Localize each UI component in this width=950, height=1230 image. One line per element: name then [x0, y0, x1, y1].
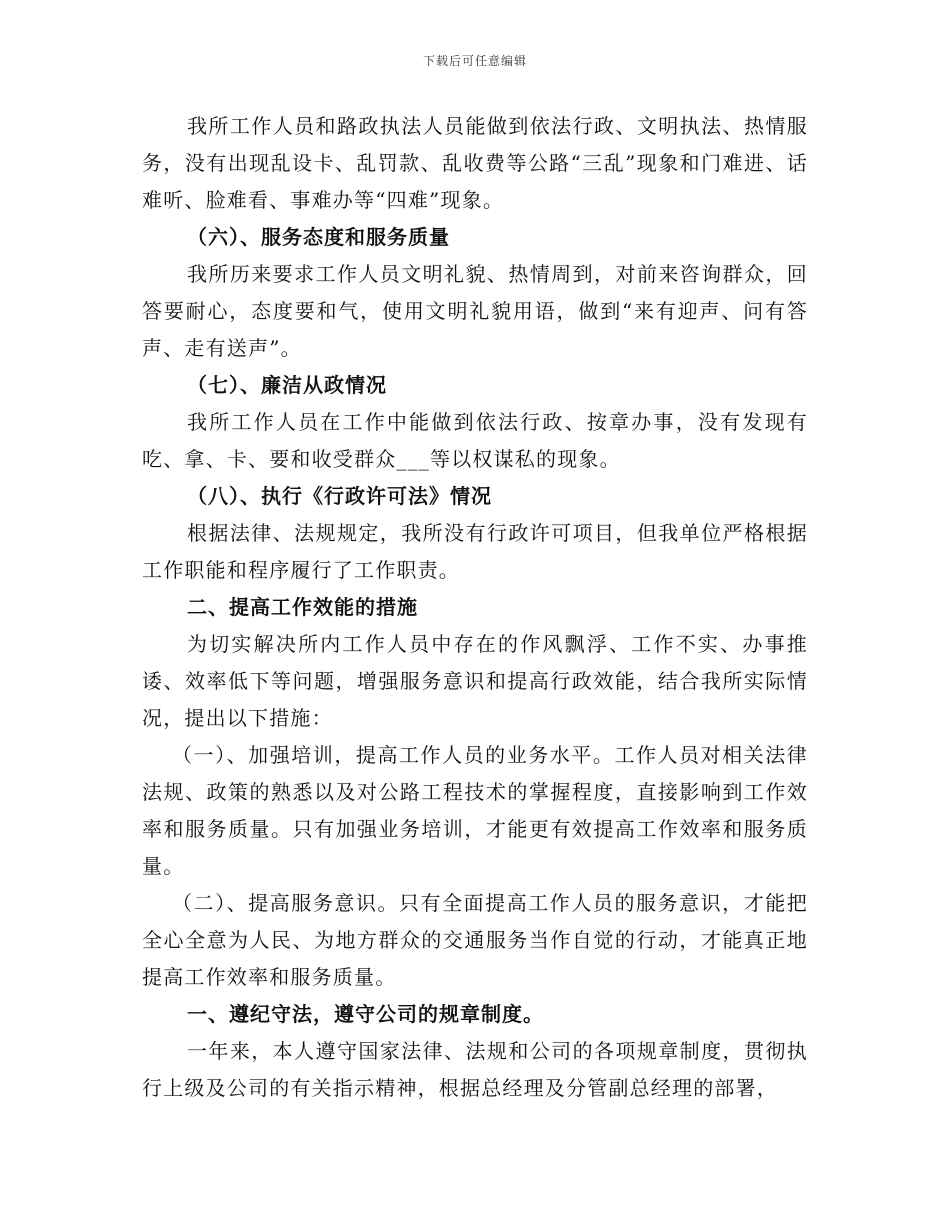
- page-header: 下载后可任意编辑: [422, 54, 527, 68]
- heading-service-attitude: （六）、服务态度和服务质量: [187, 225, 450, 249]
- paragraph-law-compliance: 一年来，本人遵守国家法律、法规和公司的各项规章制度，贯彻执行上级及公司的有关指示精神，根据总经理及分管副总经理的部署，: [142, 1039, 808, 1100]
- paragraph-service-attitude: 我所历来要求工作人员文明礼貌、热情周到，对前来咨询群众，回答要耐心，态度要和气，使用文明礼貌用语，做到“来有迎声、问有答声、走有送声”。: [142, 262, 808, 360]
- paragraph-civil-enforcement: 我所工作人员和路政执法人员能做到依法行政、文明执法、热情服务，没有出现乱设卡、乱罚款、乱收费等公路“三乱”现象和门难进、话难听、脸难看、事难办等“四难”现象。: [142, 114, 808, 212]
- paragraph-service-awareness: （二）、提高服务意识。只有全面提高工作人员的服务意识，才能把全心全意为人民、为地方群众的交通服务当作自觉的行动，才能真正地提高工作效率和服务质量。: [142, 891, 808, 989]
- heading-efficiency-measures: 二、提高工作效能的措施: [187, 595, 418, 619]
- document-body: [142, 108, 808, 1107]
- heading-administrative-licensing: （八）、执行《行政许可法》情况: [187, 484, 492, 508]
- paragraph-efficiency-intro: 为切实解决所内工作人员中存在的作风飘浮、工作不实、办事推诿、效率低下等问题，增强服务意识和提高行政效能，结合我所实际情况，提出以下措施：: [142, 632, 808, 730]
- paragraph-training: （一）、加强培训，提高工作人员的业务水平。工作人员对相关法律法规、政策的熟悉以及对公路工程技术的掌握程度，直接影响到工作效率和服务质量。只有加强业务培训，才能更有效提高工作效率和服务质量。: [142, 743, 808, 878]
- heading-law-compliance: 一、遵纪守法，遵守公司的规章制度。: [187, 1002, 544, 1026]
- paragraph-integrity: 我所工作人员在工作中能做到依法行政、按章办事，没有发现有吃、拿、卡、要和收受群众___等以权谋私的现象。: [142, 410, 808, 471]
- heading-integrity: （七）、廉洁从政情况: [187, 373, 387, 397]
- paragraph-administrative-licensing: 根据法律、法规规定，我所没有行政许可项目，但我单位严格根据工作职能和程序履行了工作职责。: [142, 521, 808, 582]
